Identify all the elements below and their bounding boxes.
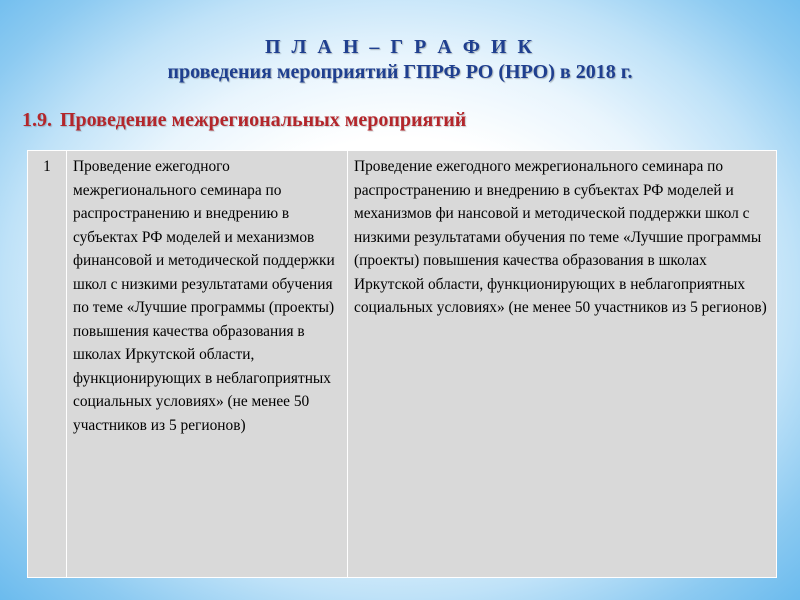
- event-detail-cell: Проведение ежегодного межрегионального семинара по распространению и внедрению в субъектах РФ моделей и механизмов фи нансовой и методической поддержки школ с низкими результатами обучения по теме «Лучшие программы (проекты) повышения качества образования в школах Иркутской области, функционирующих в неблагоприятных социальных условиях» (не менее 50 участников из 5 регионов): [348, 151, 777, 578]
- plan-table: [27, 150, 777, 578]
- table-row: [28, 151, 777, 578]
- row-number-cell: 1: [28, 151, 67, 578]
- section-number: 1.9.: [22, 109, 52, 131]
- page-title: П Л А Н – Г Р А Ф И К: [264, 36, 536, 58]
- page-subtitle: проведения мероприятий ГПРФ РО (НРО) в 2018 г.: [167, 61, 633, 83]
- event-description-cell: Проведение ежегодного межрегионального семинара по распространению и внедрению в субъектах РФ моделей и механизмов финансовой и методической поддержки школ с низкими результатами обучения по теме «Лучшие программы (проекты) повышения качества образования в школах Иркутской области, функционирующих в неблагоприятных социальных условиях» (не менее 50 участников из 5 регионов): [67, 151, 348, 578]
- section-heading: [22, 108, 466, 132]
- section-title: Проведение межрегиональных мероприятий: [60, 109, 467, 131]
